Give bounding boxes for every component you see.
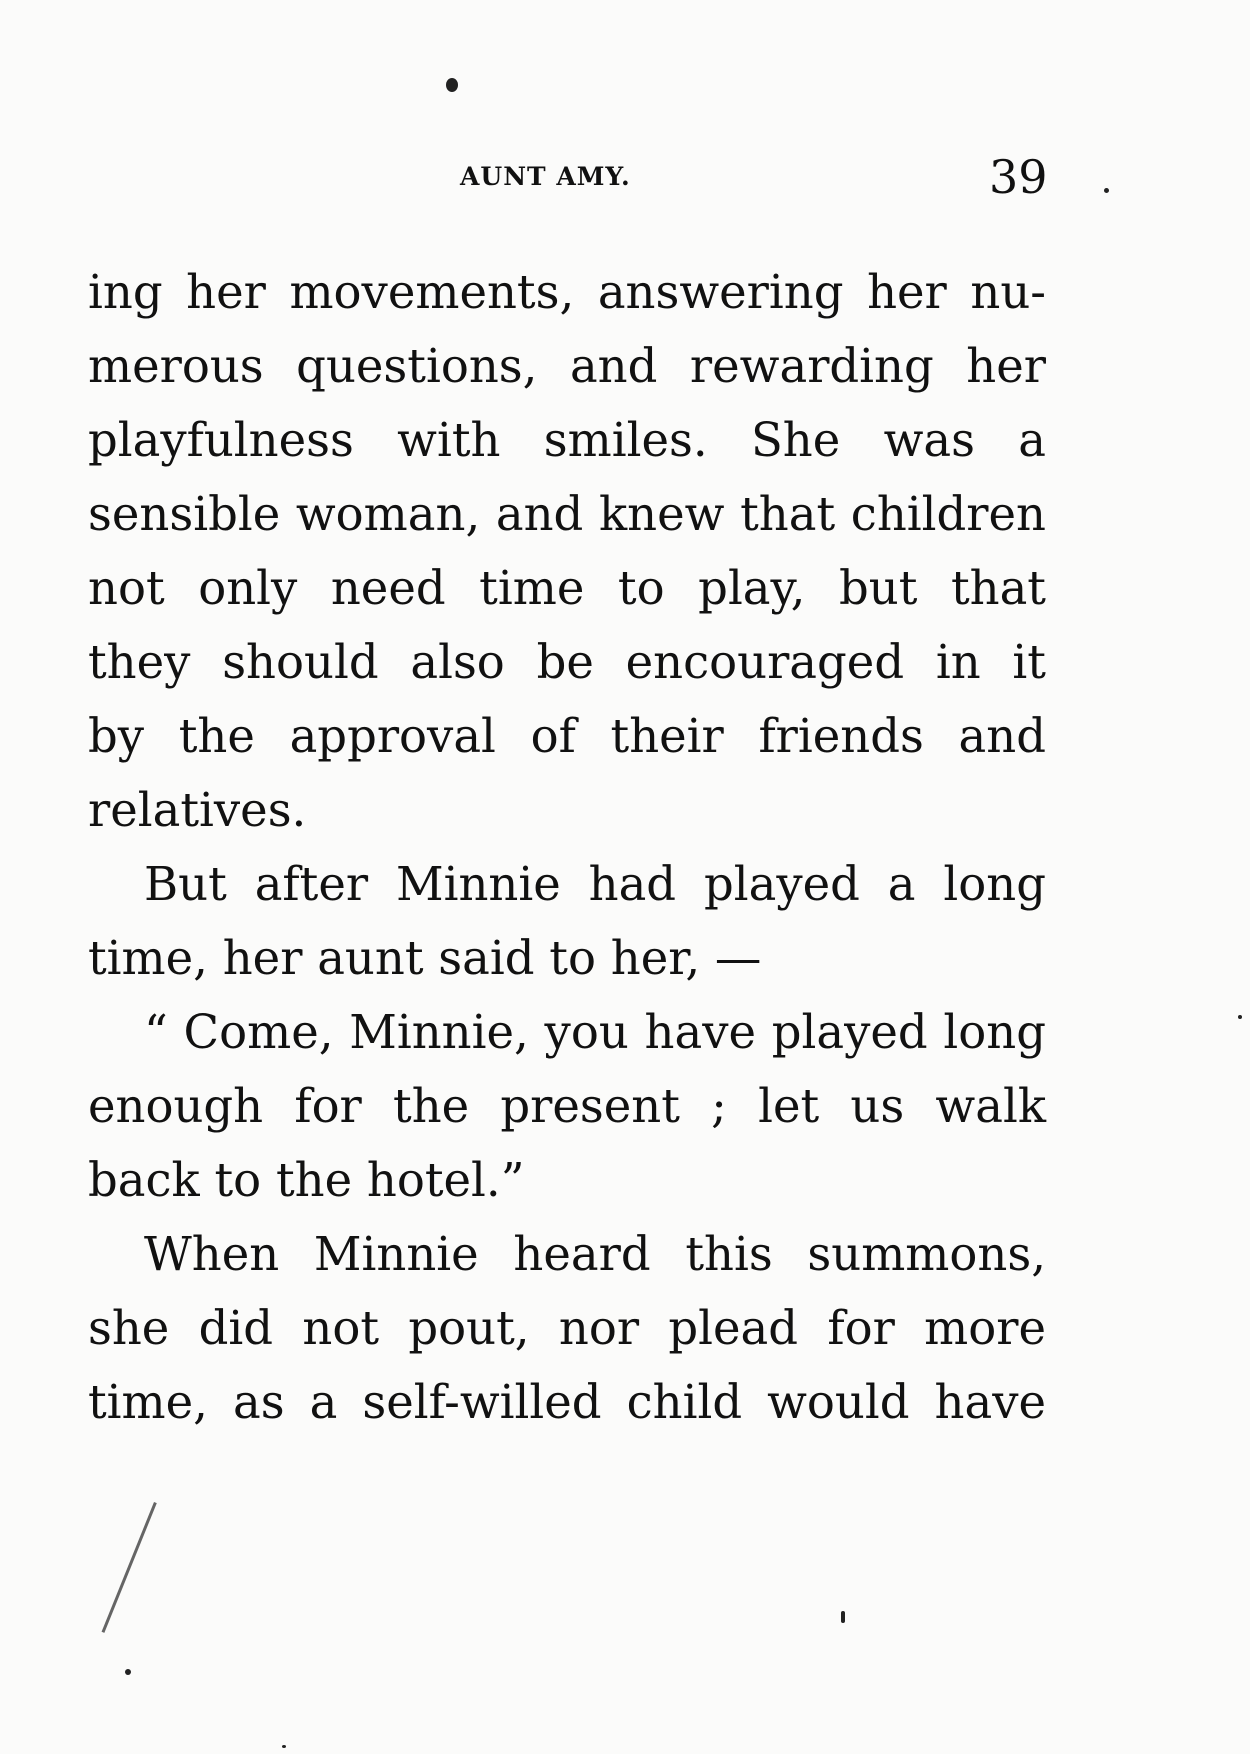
text-line: “ Come, Minnie, you have played long [144,1005,1046,1059]
text-line: sensible woman, and knew that children [88,487,1046,541]
text-line: playfulness with smiles. She was a [88,413,1046,467]
text-line: by the approval of their friends and [88,709,1046,763]
text-line: not only need time to play, but that [88,561,1046,615]
ink-speck [841,1611,845,1623]
text-line: time, her aunt said to her, — [88,931,762,985]
page-number: 39 [989,150,1048,204]
text-line: relatives. [88,783,307,837]
scan-scratch [102,1502,157,1633]
text-line: they should also be encouraged in it [88,635,1046,689]
ink-speck [282,1745,286,1748]
text-line: she did not pout, nor plead for more [88,1301,1046,1355]
text-line: But after Minnie had played a long [144,857,1046,911]
ink-speck [1238,1015,1242,1019]
text-line: back to the hotel.” [88,1153,525,1207]
ink-speck [446,78,458,92]
running-head: AUNT AMY. [460,162,631,191]
text-line: merous questions, and rewarding her [88,339,1046,393]
text-line: enough for the present ; let us walk [88,1079,1046,1133]
ink-speck [125,1669,131,1675]
ink-speck [1104,188,1109,193]
text-line: time, as a self-willed child would have [88,1375,1046,1429]
body-text [88,255,1046,1439]
text-line: When Minnie heard this summons, [144,1227,1046,1281]
text-line: ing her movements, answering her nu- [88,265,1046,319]
